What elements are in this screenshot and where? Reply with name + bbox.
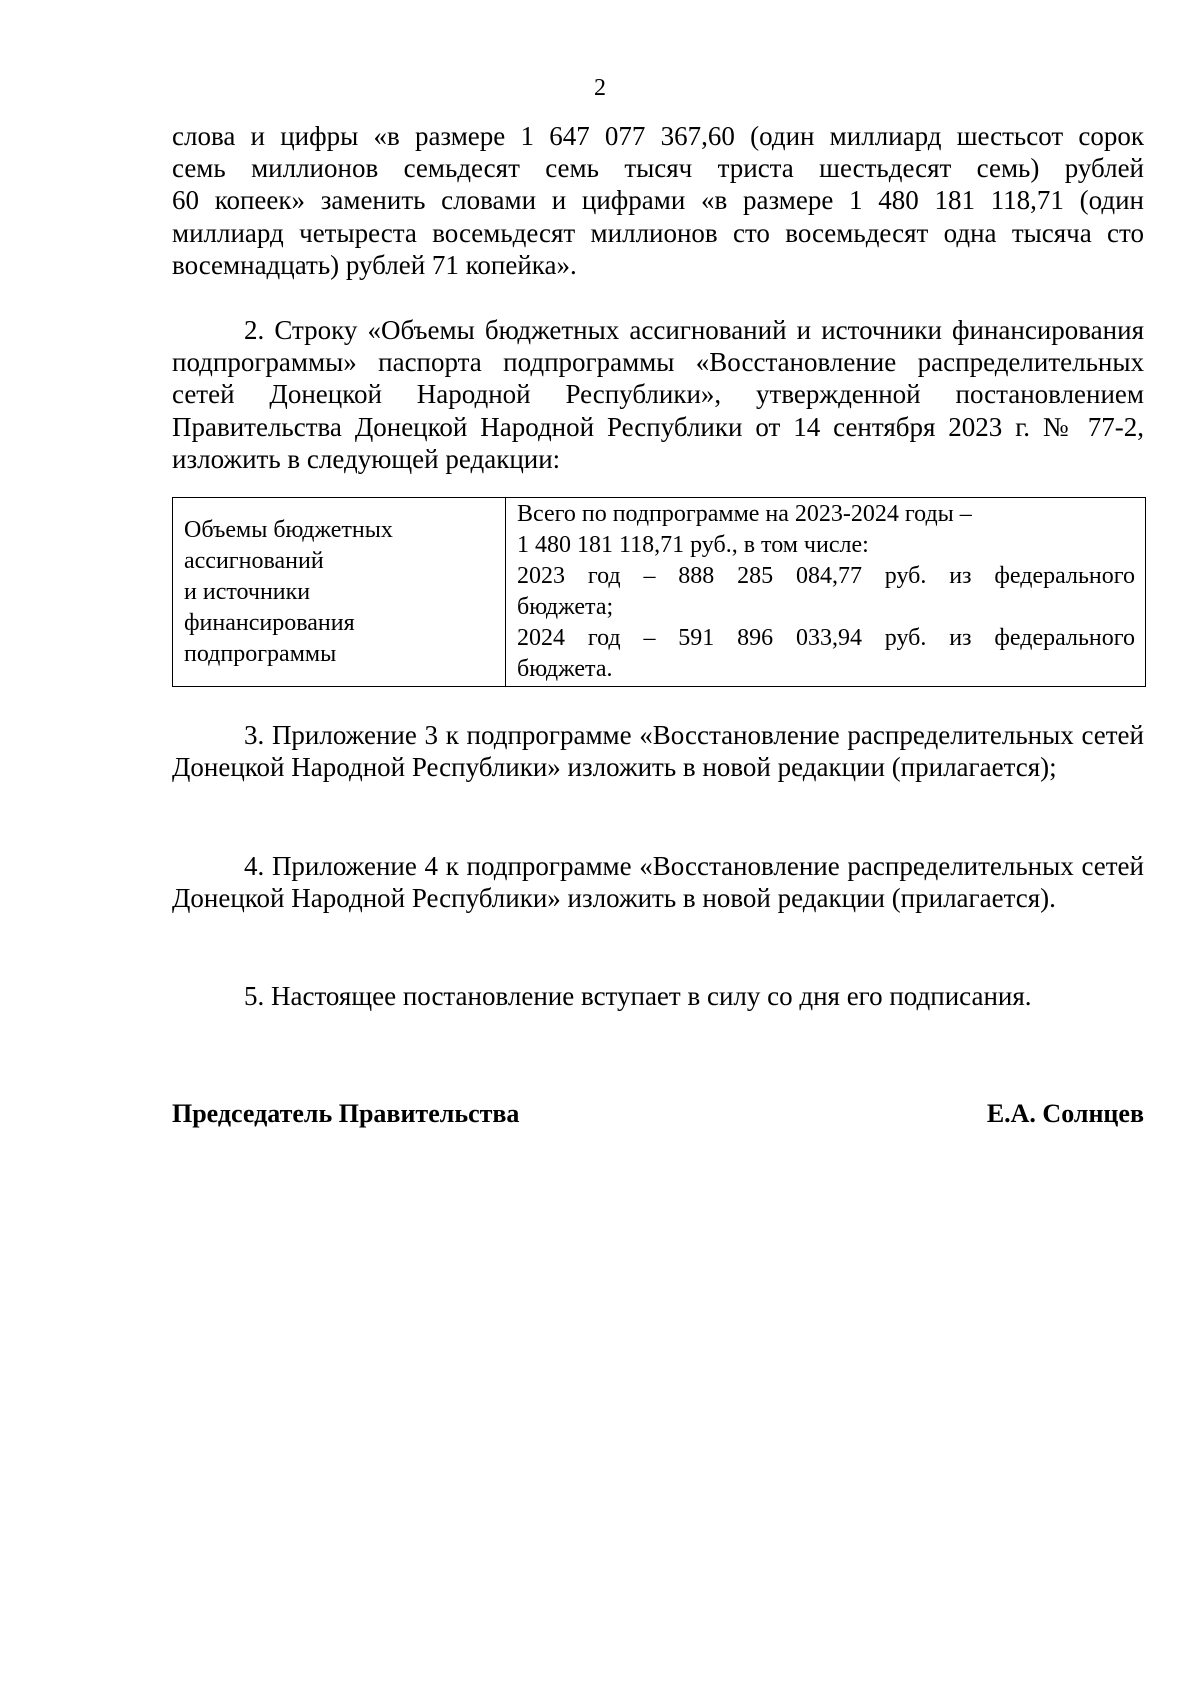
paragraph-amendment-amount: [172, 120, 1144, 281]
paragraph-line: миллиард четыреста восемьдесят миллионов сто восемьдесят одна тысяча сто: [172, 217, 1144, 248]
label-line: Объемы бюджетных: [184, 516, 393, 543]
label-line: и источники: [184, 578, 311, 605]
paragraph-item-5: 5. Настоящее постановление вступает в силу со дня его подписания.: [244, 981, 1032, 1011]
value-line: Всего по подпрограмме на 2023-2024 годы –: [517, 501, 972, 527]
label-line: финансирования: [184, 609, 355, 636]
value-line: 2024 год – 591 896 033,94 руб. из федерального: [517, 625, 1135, 651]
paragraph-line: слова и цифры «в размере 1 647 077 367,60 (один миллиард шестьсот сорок: [172, 121, 1144, 151]
value-line: 1 480 181 118,71 руб., в том числе:: [517, 532, 869, 558]
value-line: бюджета.: [517, 656, 613, 682]
budget-table: [172, 497, 1146, 687]
paragraph-item-4: 4. Приложение 4 к подпрограмме «Восстановление распределительных сетей Донецкой Народной Республики» изложить в новой редакции (прилагается).: [172, 851, 1144, 914]
signature-block: [172, 1098, 1144, 1130]
table-cell-label: [173, 498, 506, 687]
value-line: 2023 год – 888 285 084,77 руб. из федерального: [517, 563, 1135, 589]
table-cell-value: [506, 498, 1146, 687]
paragraph-item-3: 3. Приложение 3 к подпрограмме «Восстановление распределительных сетей Донецкой Народной Республики» изложить в новой редакции (прилагается);: [172, 720, 1144, 783]
label-line: подпрограммы: [184, 640, 337, 667]
signatory-position: Председатель Правительства: [172, 1099, 520, 1128]
paragraph-line: семь миллионов семьдесят семь тысяч триста шестьдесят семь) рублей: [172, 153, 1144, 184]
page-number: 2: [594, 75, 606, 101]
paragraph-item-2: 2. Строку «Объемы бюджетных ассигнований и источники финансирования подпрограммы» паспорта подпрограммы «Восстановление распределительных сетей Донецкой Народной Республики», утвержденной постановлением Правительства Донецкой Народной Республики от 14 сентября 2023 г. № 77-2, изложить в следующей редакции:: [172, 315, 1144, 474]
paragraph-line: восемнадцать) рублей 71 копейка».: [172, 249, 577, 280]
value-line: бюджета;: [517, 594, 614, 620]
table-row: [173, 498, 1146, 687]
paragraph-line: 60 копеек» заменить словами и цифрами «в размере 1 480 181 118,71 (один: [172, 185, 1144, 216]
signatory-name: Е.А. Солнцев: [986, 1099, 1144, 1128]
label-line: ассигнований: [184, 547, 324, 574]
